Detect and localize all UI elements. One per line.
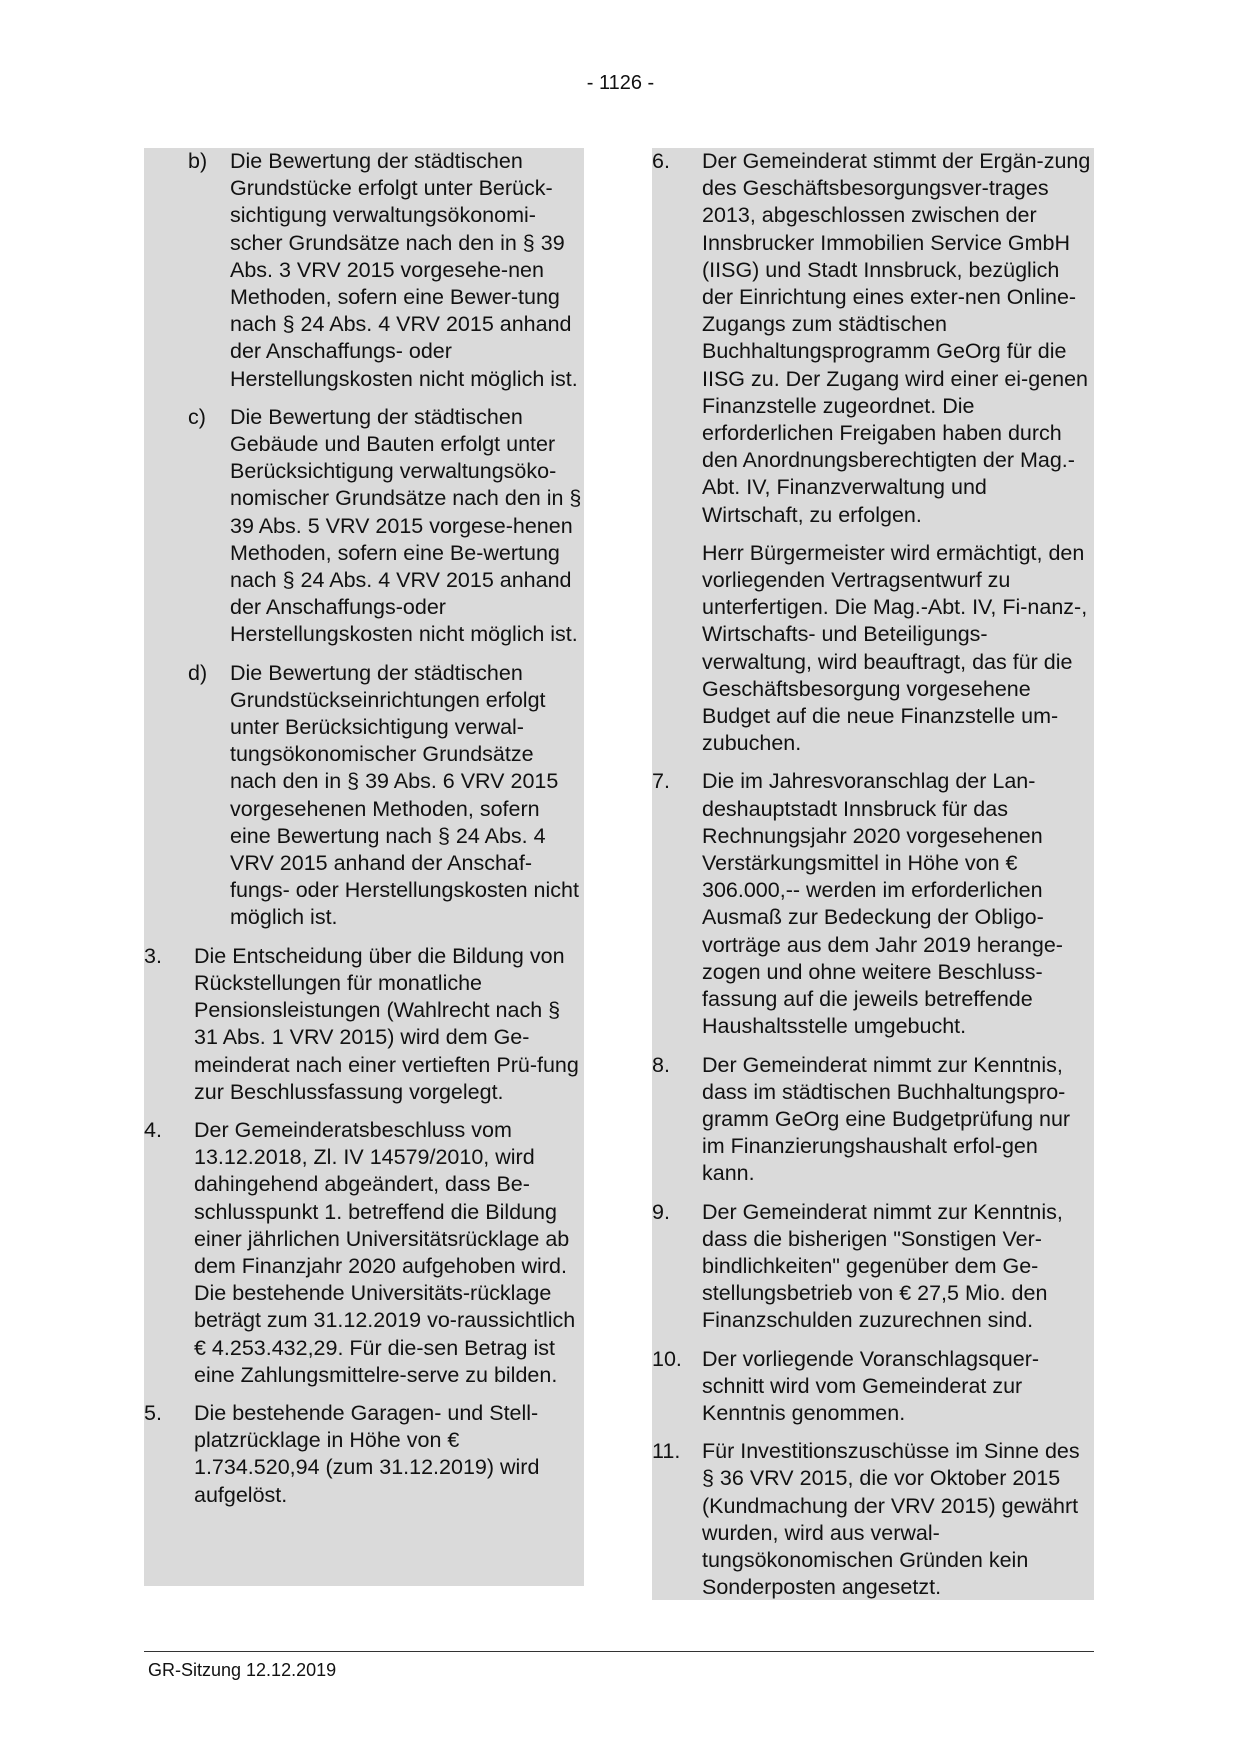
item-text: Der Gemeinderat nimmt zur Kenntnis, dass die bisherigen "Sonstigen Ver-bindlichkeiten" gegenüber dem Ge-stellungsbetrieb von € 27,5 Mio. den Finanzschulden zuzurechnen sind. [702,1199,1063,1333]
item-marker: c) [188,404,206,429]
item-marker: 4. [144,1117,162,1142]
list-item-11 [652,1438,1094,1601]
page-number: - 1126 - [586,72,655,94]
footer-divider [144,1651,1094,1652]
list-item-9 [652,1199,1094,1335]
list-item-3 [144,943,584,1106]
item-marker: b) [188,149,208,173]
item-marker: 3. [144,943,162,968]
item-marker: 9. [652,1199,670,1224]
item-marker: 10. [652,1346,682,1371]
right-column [652,148,1094,1600]
item-text: Die im Jahresvoranschlag der Lan-deshauptstadt Innsbruck für das Rechnungsjahr 2020 vorgesehenen Verstärkungsmittel in Höhe von € 306.000,-- werden im erforderlichen Ausmaß zur Bedeckung der Obligo-vorträge aus dem Jahr 2019 herange-zogen und ohne weitere Beschluss-fassung auf die jeweils betreffende Haushaltsstelle umgebucht. [702,769,1063,1039]
item-6-continuation: Herr Bürgermeister wird ermächtigt, den vorliegenden Vertragsentwurf zu unterfertigen. Die Mag.-Abt. IV, Fi-nanz-, Wirtschafts- und Beteiligungs-verwaltung, wird beauftragt, das für die Geschäftsbesorgung vorgesehene Budget auf die neue Finanzstelle um-zubuchen. [702,540,1088,756]
item-marker: 7. [652,769,670,794]
item-text: Der Gemeinderat stimmt der Ergän-zung des Geschäftsbesorgungsver-trages 2013, abgeschlossen zwischen der Innsbrucker Immobilien Service GmbH (IISG) und Stadt Innsbruck, bezüglich der Einrichtung eines exter-nen Online-Zugangs zum städtischen Buchhaltungsprogramm GeOrg für die IISG zu. Der Zugang wird einer ei-genen Finanzstelle zugeordnet. Die erforderlichen Freigaben haben durch den Anordnungsberechtigten der Mag.-Abt. IV, Finanzverwaltung und Wirtschaft, zu erfolgen. [702,149,1091,527]
list-item-d [188,660,584,932]
list-item-c [188,404,584,649]
item-marker: 5. [144,1400,162,1425]
item-marker: 6. [652,149,670,173]
item-text: Der Gemeinderat nimmt zur Kenntnis, dass im städtischen Buchhaltungspro-gramm GeOrg eine Budgetprüfung nur im Finanzierungshaushalt erfol-gen kann. [702,1052,1071,1186]
item-text: Die Bewertung der städtischen Grundstücke erfolgt unter Berück-sichtigung verwaltungsökonomi-scher Grundsätze nach den in § 39 Abs. 3 VRV 2015 vorgesehe-nen Methoden, sofern eine Bewer-tung nach § 24 Abs. 4 VRV 2015 anhand der Anschaffungs- oder Herstellungskosten nicht möglich ist. [230,149,578,391]
list-item-4 [144,1117,584,1389]
item-text: Die Bewertung der städtischen Gebäude und Bauten erfolgt unter Berücksichtigung verwaltungsöko-nomischer Grundsätze nach den in § 39 Abs. 5 VRV 2015 vorgese-henen Methoden, sofern eine Be-wertung nach § 24 Abs. 4 VRV 2015 anhand der Anschaffungs-oder Herstellungskosten nicht möglich ist. [230,404,582,647]
list-item-5 [144,1400,584,1509]
item-marker: d) [188,660,208,685]
footer-text: GR-Sitzung 12.12.2019 [148,1660,337,1680]
item-text: Die bestehende Garagen- und Stell-platzrücklage in Höhe von € 1.734.520,94 (zum 31.12.2019) wird aufgelöst. [194,1400,540,1507]
item-text: Der Gemeinderatsbeschluss vom 13.12.2018, Zl. IV 14579/2010, wird dahingehend abgeändert, dass Be-schlusspunkt 1. betreffend die Bildung einer jährlichen Universitätsrücklage ab dem Finanzjahr 2020 aufgehoben wird. Die bestehende Universitäts-rücklage beträgt zum 31.12.2019 vo-raussichtlich € 4.253.432,29. Für die-sen Betrag ist eine Zahlungsmittelre-serve zu bilden. [194,1117,576,1387]
list-item-7 [652,768,1094,1040]
list-item-10 [652,1346,1094,1428]
item-text: Der vorliegende Voranschlagsquer-schnitt wird vom Gemeinderat zur Kenntnis genommen. [702,1346,1040,1425]
left-column [144,148,584,1586]
item-text: Für Investitionszuschüsse im Sinne des § 36 VRV 2015, die vor Oktober 2015 (Kundmachung der VRV 2015) gewährt wurden, wird aus verwal-tungsökonomischen Gründen kein Sonderposten angesetzt. [702,1439,1080,1600]
list-item-b [188,148,584,393]
item-marker: 8. [652,1052,670,1077]
item-text: Die Entscheidung über die Bildung von Rückstellungen für monatliche Pensionsleistungen (Wahlrecht nach § 31 Abs. 1 VRV 2015) wird dem Ge-meinderat nach einer vertieften Prü-fung zur Beschlussfassung vorgelegt. [194,943,579,1104]
item-text: Die Bewertung der städtischen Grundstückseinrichtungen erfolgt unter Berücksichtigung verwal-tungsökonomischer Grundsätze nach den in § 39 Abs. 6 VRV 2015 vorgesehenen Methoden, sofern eine Bewertung nach § 24 Abs. 4 VRV 2015 anhand der Anschaf-fungs- oder Herstellungskosten nicht möglich ist. [230,660,579,930]
item-marker: 11. [652,1439,681,1464]
list-item-6 [652,148,1094,529]
list-item-8 [652,1052,1094,1188]
